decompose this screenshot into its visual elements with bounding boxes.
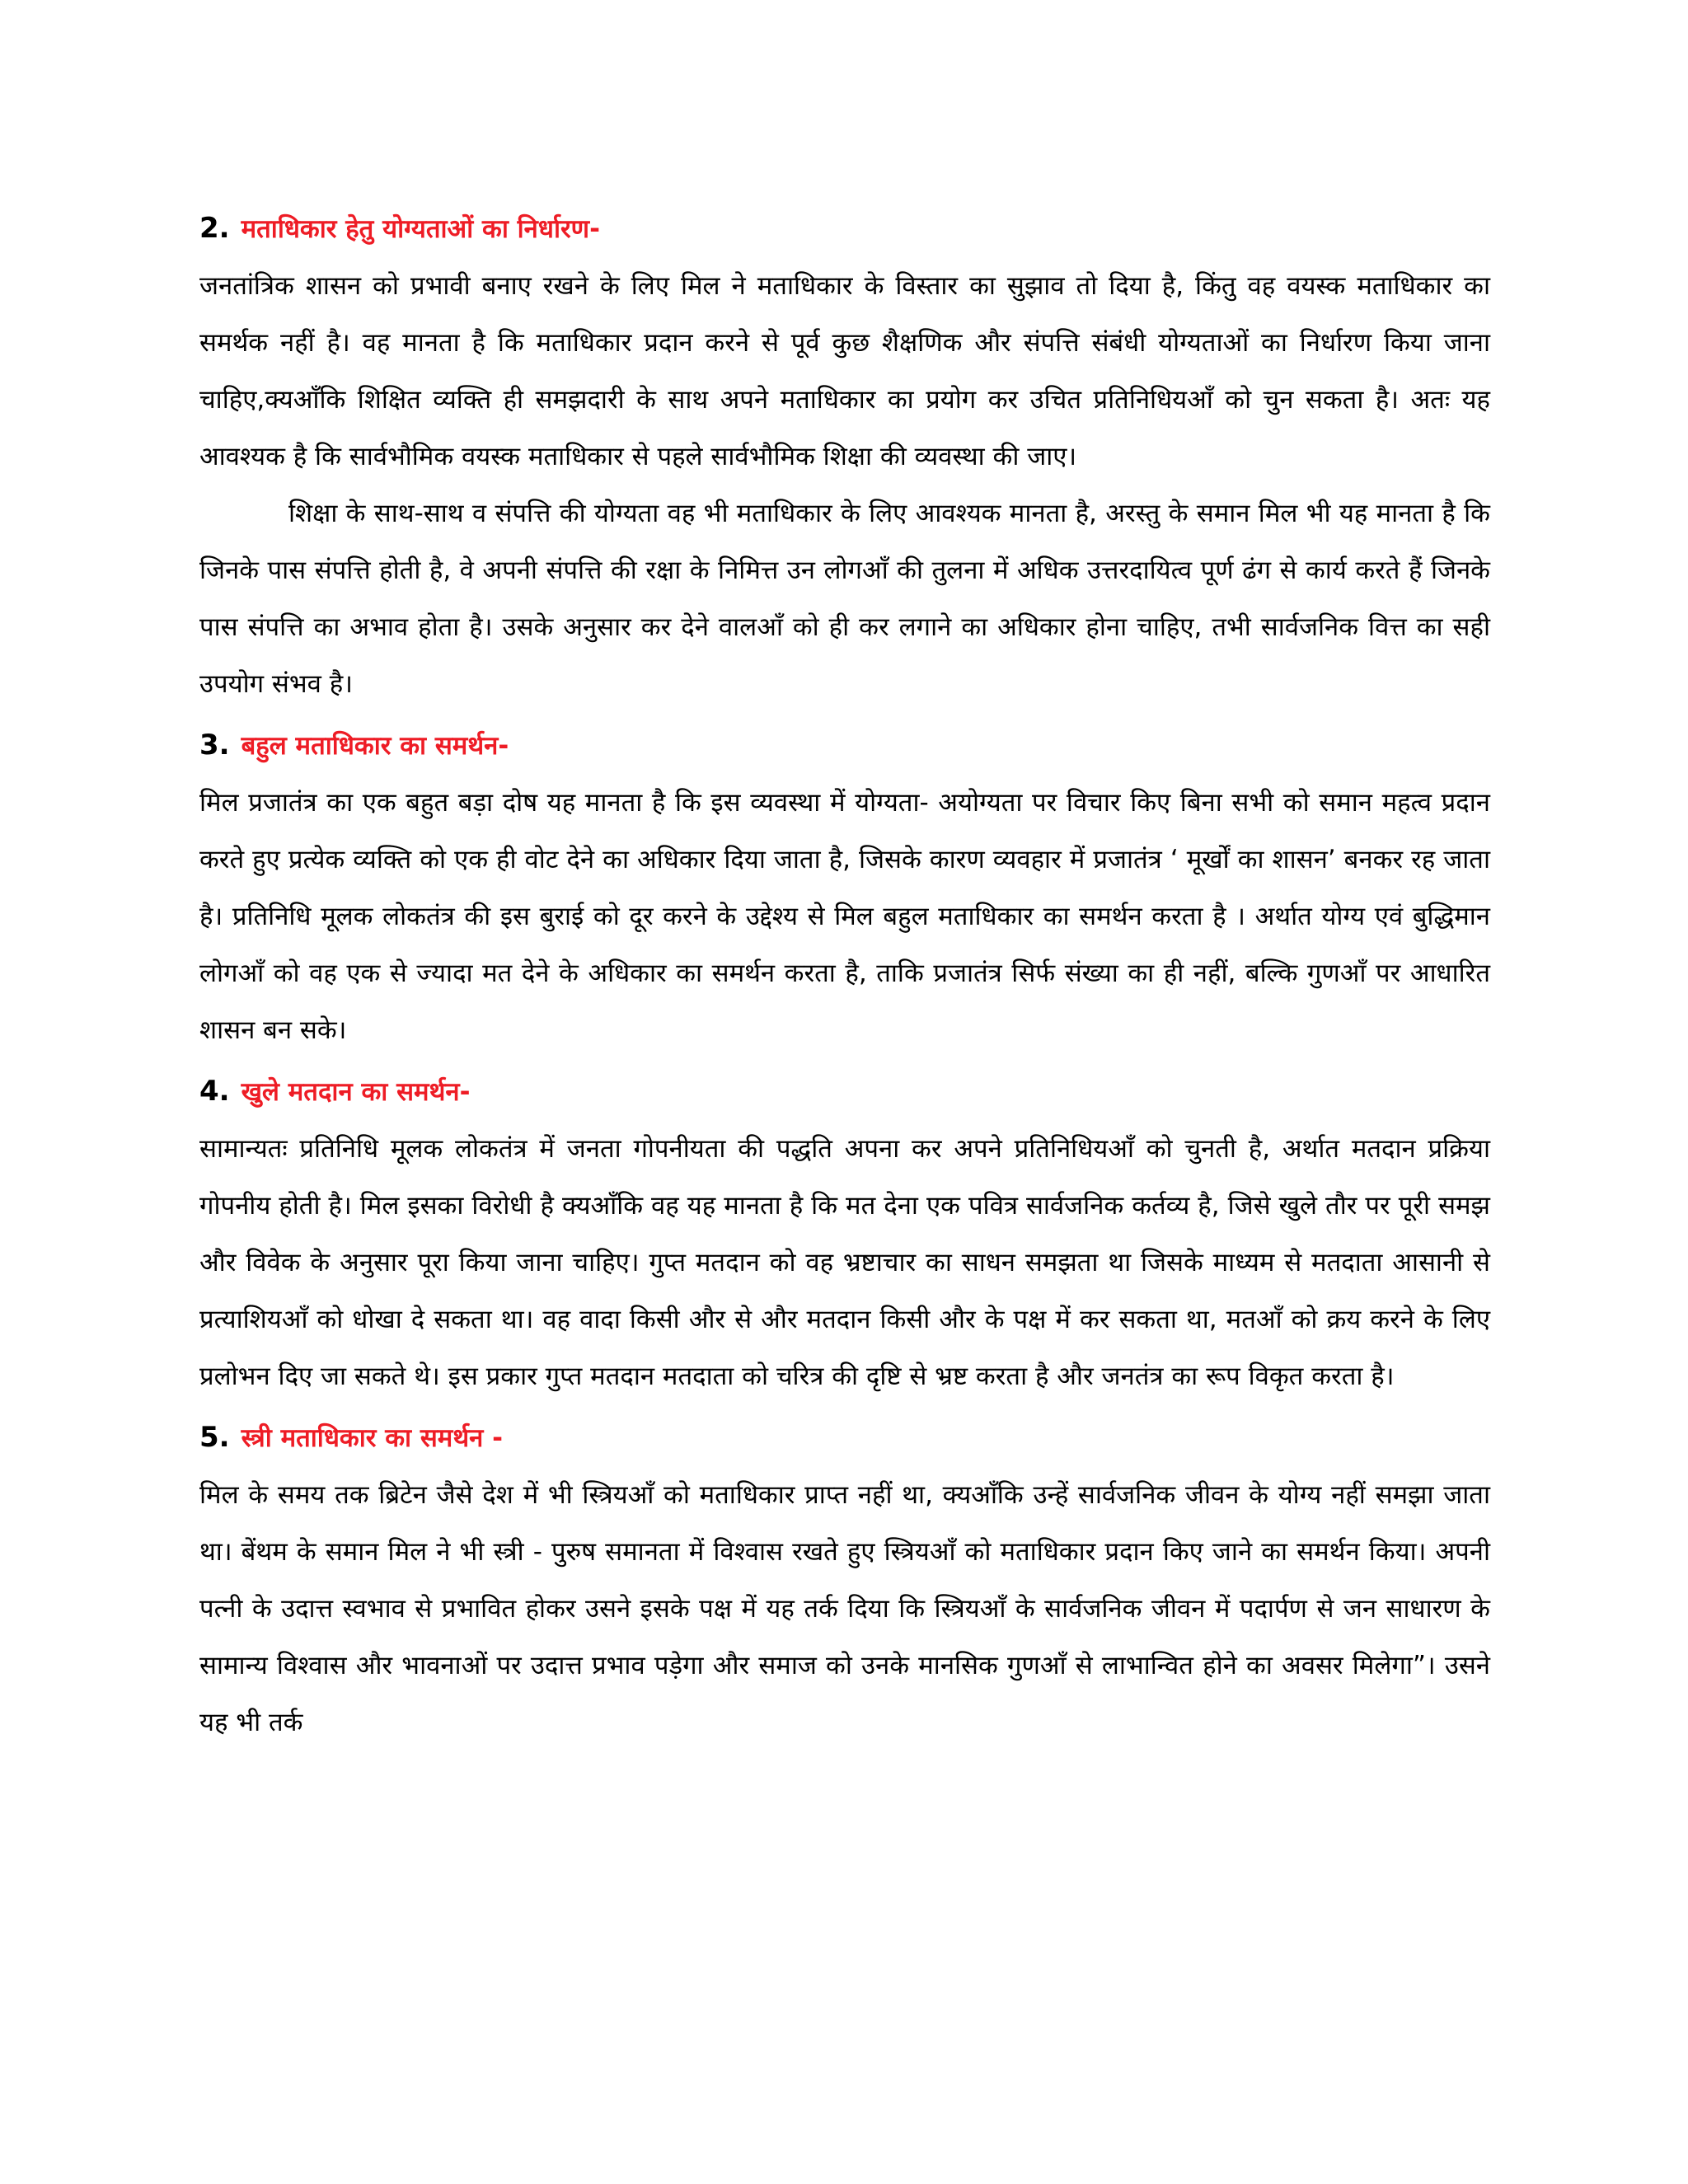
section-title: बहुल मताधिकार का समर्थन- <box>241 731 509 761</box>
paragraph: मिल के समय तक ब्रिटेन जैसे देश में भी स्त्रियऑं को मताधिकार प्राप्त नहीं था, क्यऑंकि उन्हें सार्वजनिक जीवन के योग्य नहीं समझा जाता था। बेंथम के समान मिल ने भी स्त्री - पुरुष समानता में विश्वास रखते हुए स्त्रियऑं को मताधिकार प्रदान किए जाने का समर्थन किया। अपनी पत्नी के उदात्त स्वभाव से प्रभावित होकर उसने इसके पक्ष में यह तर्क दिया कि स्त्रियऑं के सार्वजनिक जीवन में पदार्पण से जन साधारण के सामान्य विश्वास और भावनाओं पर उदात्त प्रभाव पड़ेगा और समाज को उनके मानसिक गुणऑं से लाभान्वित होने का अवसर मिलेगा”। उसने यह भी तर्क <box>199 1480 1490 1737</box>
section-title: स्त्री मताधिकार का समर्थन - <box>241 1423 504 1453</box>
section-heading-2 <box>199 196 1490 258</box>
section-number: 2. <box>199 212 230 245</box>
paragraph: शिक्षा के साथ-साथ व संपत्ति की योग्यता वह भी मताधिकार के लिए आवश्यक मानता है, अरस्तु के समान मिल भी यह मानता है कि जिनके पास संपत्ति होती है, वे अपनी संपत्ति की रक्षा के निमित्त उन लोगऑं की तुलना में अधिक उत्तरदायित्व पूर्ण ढंग से कार्य करते हैं जिनके पास संपत्ति का अभाव होता है। उसके अनुसार कर देने वालऑं को ही कर लगाने का अधिकार होना चाहिए, तभी सार्वजनिक वित्त का सही उपयोग संभव है। <box>199 499 1490 699</box>
section-heading-4 <box>199 1059 1490 1121</box>
document-page <box>199 196 1490 1751</box>
section-title: मताधिकार हेतु योग्यताओं का निर्धारण- <box>241 214 600 244</box>
section-title: खुले मतदान का समर्थन- <box>241 1077 471 1107</box>
section-heading-5 <box>199 1405 1490 1467</box>
section-heading-3 <box>199 713 1490 775</box>
paragraph: मिल प्रजातंत्र का एक बहुत बड़ा दोष यह मानता है कि इस व्यवस्था में योग्यता- अयोग्यता पर विचार किए बिना सभी को समान महत्व प्रदान करते हुए प्रत्येक व्यक्ति को एक ही वोट देने का अधिकार दिया जाता है, जिसके कारण व्यवहार में प्रजातंत्र ‘ मूर्खों का शासन’ बनकर रह जाता है। प्रतिनिधि मूलक लोकतंत्र की इस बुराई को दूर करने के उद्देश्य से मिल बहुल मताधिकार का समर्थन करता है । अर्थात योग्य एवं बुद्धिमान लोगऑं को वह एक से ज्यादा मत देने के अधिकार का समर्थन करता है, ताकि प्रजातंत्र सिर्फ संख्या का ही नहीं, बल्कि गुणऑं पर आधारित शासन बन सके। <box>199 788 1490 1045</box>
section-number: 4. <box>199 1075 230 1108</box>
section-number: 3. <box>199 729 230 762</box>
paragraph: जनतांत्रिक शासन को प्रभावी बनाए रखने के लिए मिल ने मताधिकार के विस्तार का सुझाव तो दिया है, किंतु वह वयस्क मताधिकार का समर्थक नहीं है। वह मानता है कि मताधिकार प्रदान करने से पूर्व कुछ शैक्षणिक और संपत्ति संबंधी योग्यताओं का निर्धारण किया जाना चाहिए,क्यऑंकि शिक्षित व्यक्ति ही समझदारी के साथ अपने मताधिकार का प्रयोग कर उचित प्रतिनिधियऑं को चुन सकता है। अतः यह आवश्यक है कि सार्वभौमिक वयस्क मताधिकार से पहले सार्वभौमिक शिक्षा की व्यवस्था की जाए। <box>199 271 1490 471</box>
section-number: 5. <box>199 1421 230 1454</box>
paragraph: सामान्यतः प्रतिनिधि मूलक लोकतंत्र में जनता गोपनीयता की पद्धति अपना कर अपने प्रतिनिधियऑं को चुनती है, अर्थात मतदान प्रक्रिया गोपनीय होती है। मिल इसका विरोधी है क्यऑंकि वह यह मानता है कि मत देना एक पवित्र सार्वजनिक कर्तव्य है, जिसे खुले तौर पर पूरी समझ और विवेक के अनुसार पूरा किया जाना चाहिए। गुप्त मतदान को वह भ्रष्टाचार का साधन समझता था जिसके माध्यम से मतदाता आसानी से प्रत्याशियऑं को धोखा दे सकता था। वह वादा किसी और से और मतदान किसी और के पक्ष में कर सकता था, मतऑं को क्रय करने के लिए प्रलोभन दिए जा सकते थे। इस प्रकार गुप्त मतदान मतदाता को चरित्र की दृष्टि से भ्रष्ट करता है और जनतंत्र का रूप विकृत करता है। <box>199 1134 1490 1391</box>
